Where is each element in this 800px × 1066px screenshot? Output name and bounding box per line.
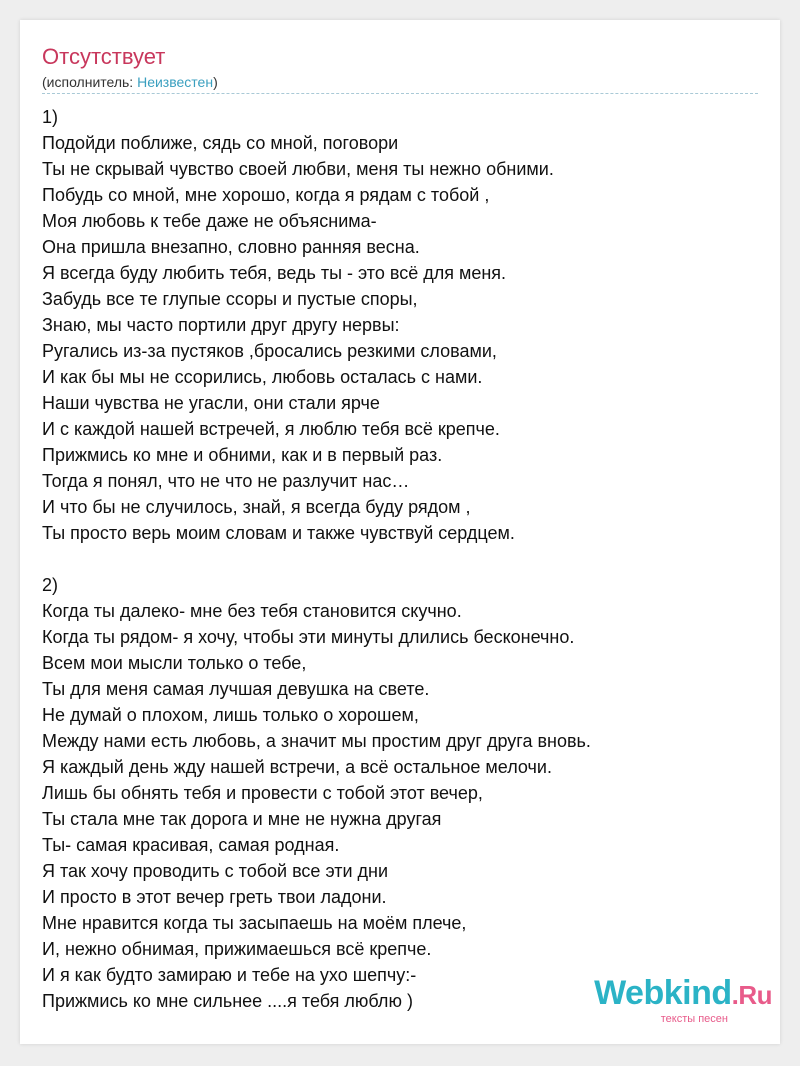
divider [42,93,758,94]
lyric-line: Подойди поближе, сядь со мной, поговори [42,133,399,153]
lyric-line: Прижмись ко мне и обними, как и в первый раз. [42,445,443,465]
lyric-line: Побудь со мной, мне хорошо, когда я рядам с тобой , [42,185,490,205]
lyric-line: Я всегда буду любить тебя, ведь ты - это всё для меня. [42,263,507,283]
lyric-line: Ты- самая красивая, самая родная. [42,835,340,855]
lyric-line: Не думай о плохом, лишь только о хорошем, [42,705,419,725]
lyric-line: И просто в этот вечер греть твои ладони. [42,887,387,907]
lyric-line: Когда ты рядом- я хочу, чтобы эти минуты длились бесконечно. [42,627,575,647]
lyric-line: И как бы мы не ссорились, любовь осталась с нами. [42,367,483,387]
lyrics-text [42,104,762,1014]
lyric-line: Ты стала мне так дорога и мне не нужна другая [42,809,442,829]
lyric-line: Она пришла внезапно, словно ранняя весна. [42,237,420,257]
lyrics-card [20,20,780,1044]
song-title: Отсутствует [42,44,166,69]
lyric-line: Лишь бы обнять тебя и провести с тобой этот вечер, [42,783,483,803]
lyric-line: Я так хочу проводить с тобой все эти дни [42,861,389,881]
logo-wordmark [594,975,772,1013]
lyric-line: Тогда я понял, что не что не разлучит нас… [42,471,410,491]
lyric-line: 1) [42,107,59,127]
lyric-line: Знаю, мы часто портили друг другу нервы: [42,315,400,335]
logo-tagline: тексты песен [660,1013,728,1025]
lyric-line: Прижмись ко мне сильнее ....я тебя люблю ) [42,991,413,1011]
stanza-gap [42,546,762,572]
lyric-line: Ты не скрывай чувство своей любви, меня ты нежно обними. [42,159,554,179]
lyric-line: Между нами есть любовь, а значит мы простим друг друга вновь. [42,731,591,751]
lyric-line: И, нежно обнимая, прижимаешься всё крепче. [42,939,432,959]
artist-suffix: ) [213,74,218,90]
lyric-line: Когда ты далеко- мне без тебя становится скучно. [42,601,462,621]
lyric-line: Всем мои мысли только о тебе, [42,653,307,673]
lyric-line: Забудь все те глупые ссоры и пустые споры, [42,289,418,309]
lyric-line: Ругались из-за пустяков ,бросались резкими словами, [42,341,497,361]
artist-link[interactable]: Неизвестен [137,74,214,90]
lyric-line: 2) [42,575,59,595]
lyric-line: Наши чувства не угасли, они стали ярче [42,393,380,413]
logo-tld: .Ru [731,980,772,1010]
lyric-line: Мне нравится когда ты засыпаешь на моём плече, [42,913,467,933]
lyric-line: Я каждый день жду нашей встречи, а всё остальное мелочи. [42,757,552,777]
logo-name: Webkind [594,974,732,1012]
artist-line [42,73,218,91]
lyric-line: И с каждой нашей встречей, я люблю тебя всё крепче. [42,419,500,439]
lyric-line: Ты просто верь моим словам и также чувствуй сердцем. [42,523,515,543]
lyric-line: Моя любовь к тебе даже не объяснима- [42,211,377,231]
site-logo[interactable] [594,975,772,1025]
artist-prefix: (исполнитель: [42,74,138,90]
lyric-line: И что бы не случилось, знай, я всегда буду рядом , [42,497,471,517]
lyric-line: И я как будто замираю и тебе на ухо шепчу:- [42,965,417,985]
lyric-line: Ты для меня самая лучшая девушка на свете. [42,679,430,699]
